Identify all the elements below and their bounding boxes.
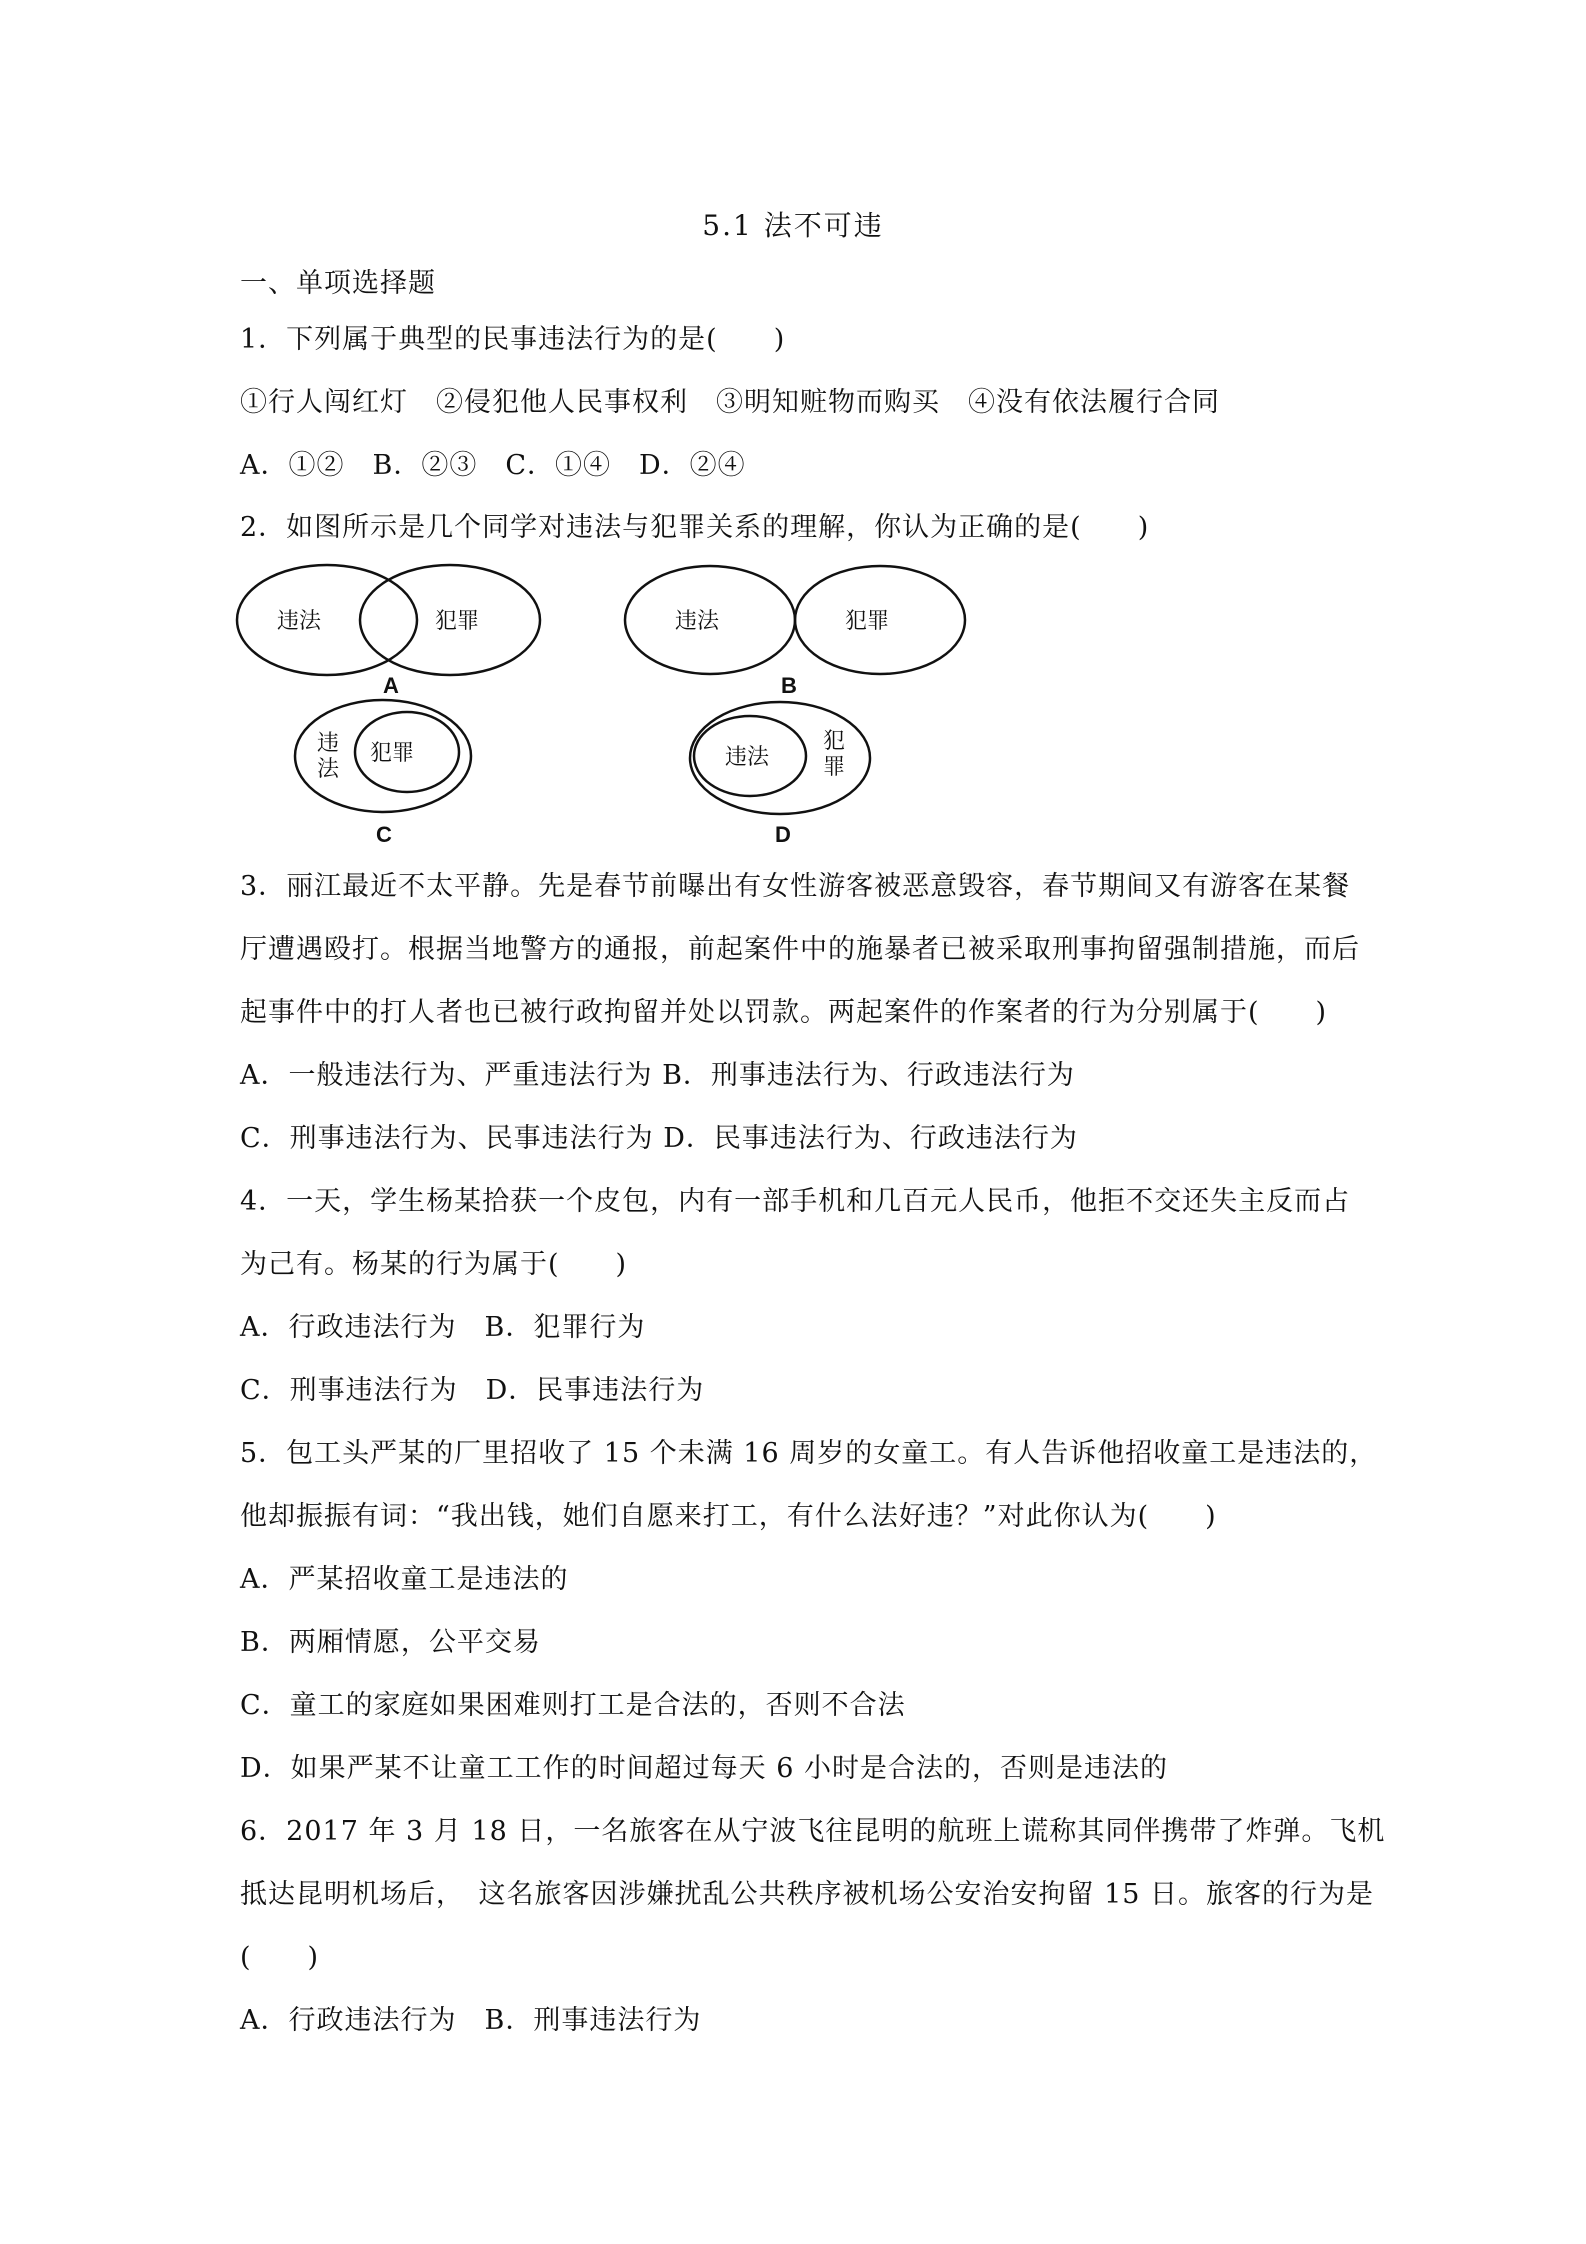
- diagram-d-label-violation: 违法: [725, 745, 770, 770]
- section-heading: 一、单项选择题: [240, 268, 436, 299]
- question-2: 2．如图所示是几个同学对违法与犯罪关系的理解，你认为正确的是( ): [240, 512, 1150, 543]
- question-3-line-2: 厅遭遇殴打。根据当地警方的通报，前起案件中的施暴者已被采取刑事拘留强制措施，而后: [240, 934, 1360, 965]
- venn-diagrams: [235, 560, 995, 850]
- question-4-options-cd: C．刑事违法行为 D．民事违法行为: [240, 1375, 705, 1406]
- diagram-a-letter: A: [383, 673, 399, 698]
- question-6-line-2: 抵达昆明机场后， 这名旅客因涉嫌扰乱公共秩序被机场公安治安拘留 15 日。旅客的行为是: [240, 1879, 1375, 1910]
- diagram-a-label-crime: 犯罪: [435, 609, 480, 634]
- question-3-line-3: 起事件中的打人者也已被行政拘留并处以罚款。两起案件的作案者的行为分别属于( ): [240, 997, 1328, 1028]
- question-4-options-ab: A．行政违法行为 B．犯罪行为: [240, 1312, 646, 1343]
- question-6-line-3: ( ): [240, 1942, 320, 1973]
- question-5-option-c: C．童工的家庭如果困难则打工是合法的，否则不合法: [240, 1690, 906, 1721]
- diagram-option-a: [237, 565, 540, 698]
- question-1-options: A．①② B．②③ C．①④ D．②④: [240, 450, 746, 481]
- question-3-options-cd: C．刑事违法行为、民事违法行为 D．民事违法行为、行政违法行为: [240, 1123, 1078, 1154]
- document-title: 5.1 法不可违: [702, 209, 884, 242]
- question-6-options-ab: A．行政违法行为 B．刑事违法行为: [240, 2005, 702, 2036]
- diagram-d-letter: D: [775, 822, 791, 847]
- question-5-line-2: 他却振振有词：“我出钱，她们自愿来打工，有什么法好违？”对此你认为( ): [240, 1501, 1217, 1532]
- diagram-c-label-violation-1: 违: [317, 731, 340, 756]
- diagram-a-label-violation: 违法: [277, 609, 322, 634]
- diagram-d-label-crime-2: 罪: [823, 755, 846, 780]
- diagram-b-letter: B: [781, 673, 797, 698]
- diagram-b-label-crime: 犯罪: [845, 609, 890, 634]
- diagram-d-label-crime-1: 犯: [823, 729, 846, 754]
- diagram-c-label-crime: 犯罪: [370, 741, 415, 766]
- diagram-c-letter: C: [376, 822, 392, 847]
- question-5-line-1: 5．包工头严某的厂里招收了 15 个未满 16 周岁的女童工。有人告诉他招收童工是违法的，: [240, 1438, 1378, 1469]
- question-4-line-1: 4．一天，学生杨某拾获一个皮包，内有一部手机和几百元人民币，他拒不交还失主反而占: [240, 1186, 1351, 1217]
- question-5-option-d: D．如果严某不让童工工作的时间超过每天 6 小时是合法的，否则是违法的: [240, 1753, 1168, 1784]
- diagram-c-label-violation-2: 法: [317, 757, 340, 782]
- diagram-option-d: [690, 702, 870, 847]
- question-5-option-b: B．两厢情愿，公平交易: [240, 1627, 541, 1658]
- diagram-b-label-violation: 违法: [675, 609, 720, 634]
- diagram-option-c: [295, 700, 471, 847]
- question-3-options-ab: A．一般违法行为、严重违法行为 B．刑事违法行为、行政违法行为: [240, 1060, 1075, 1091]
- question-5-option-a: A．严某招收童工是违法的: [240, 1564, 569, 1595]
- question-1-statements: ①行人闯红灯 ②侵犯他人民事权利 ③明知赃物而购买 ④没有依法履行合同: [240, 387, 1220, 418]
- diagram-option-b: [625, 566, 965, 698]
- question-1: 1．下列属于典型的民事违法行为的是( ): [240, 324, 786, 355]
- question-6-line-1: 6．2017 年 3 月 18 日，一名旅客在从宁波飞往昆明的航班上谎称其同伴携带了炸弹。飞机: [240, 1816, 1386, 1847]
- question-3-line-1: 3．丽江最近不太平静。先是春节前曝出有女性游客被恶意毁容，春节期间又有游客在某餐: [240, 871, 1351, 902]
- question-4-line-2: 为己有。杨某的行为属于( ): [240, 1249, 628, 1280]
